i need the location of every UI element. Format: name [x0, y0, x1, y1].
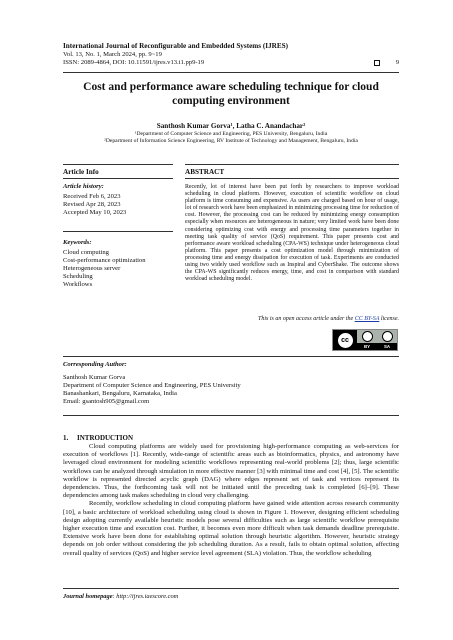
affiliation-2: ²Department of Information Science Engineering, RV Institute of Technology and Management, Bengaluru, India: [104, 138, 358, 144]
journal-name: International Journal of Reconfigurable and Embedded Systems (IJRES): [63, 42, 289, 50]
corresponding-top-rule: [63, 356, 399, 357]
abstract-text: Recently, lot of interest have been put forth by researchers to improve workload scheduling in cloud platform. However, execution of scientific workflow on cloud platform is time consuming and expensive. As users are charged based on hour of usage, lot of research work have been emphasized in minimizing processing time for reduction of cost. However, the processing cost can be reduced by minimizing energy consumption especially when resources are heterogeneous in nature; very limited work have been done considering optimizing cost with energy and processing time parameters together in meeting task quality of service (QoS) requirement. This paper presents cost and performance aware workload scheduling (CPA-WS) technique under heterogeneous cloud platform. This paper presents a cost optimization model through minimization of processing time and energy dissipation for execution of task. Experiments are conducted using two widely used workflow such as Inspiral and CyberShake. The outcome shows the CPA-WS significantly reduces energy, time, and cost in comparison with standard workload scheduling model.: [185, 184, 399, 283]
issn-right-group: [374, 59, 399, 67]
section-heading: 1. INTRODUCTION: [63, 434, 134, 442]
corresponding-email: Email: gsantosh905@gmail.com: [63, 398, 150, 405]
journal-issn-row: [63, 59, 399, 67]
paper-authors: Santhosh Kumar Gorva¹, Latha C. Anandachar²: [156, 122, 306, 130]
cc-logo-area: [333, 330, 357, 350]
square-icon: [374, 60, 380, 66]
corresponding-details: [63, 374, 399, 406]
keyword-item: Cost-performance optimization: [63, 257, 146, 264]
cc-sa-label: SA: [383, 344, 391, 349]
cc-by-icon: [362, 331, 373, 342]
cc-logo-icon: cc: [337, 332, 354, 349]
footer-rule: [63, 588, 399, 589]
license-line: [185, 316, 399, 322]
footer-url[interactable]: : http://ijres.iaescore.com: [112, 593, 179, 600]
cc-terms-icons: [357, 330, 397, 343]
intro-paragraph-2: Recently, workflow scheduling in cloud computing platform have gained wide attention across research community [10], a basic architecture of workload scheduling using cloud is shown in Figure 1. However, designing efficient scheduling design adopting currently available heuristic models pose several difficulties such as large scientific workflow prerequisite higher execution time and execution cost. Further, it becomes even more difficult when task demands deadline prerequisite. Extensive work have been done for establishing optimal solution through heuristic algorithm. However, heuristic strategy depends on job order without considering the job scheduling duration. As a result, fails to obtain optimal solution, affecting overall quality of services (QoS) and higher service level agreement (SLA) violation. Thus, the workflow scheduling: [63, 500, 399, 557]
license-suffix: license.: [379, 316, 399, 322]
journal-volume: Vol. 13, No. 1, March 2024, pp. 9~19: [63, 51, 162, 58]
keyword-item: Scheduling: [63, 273, 93, 280]
accepted-date: Accepted May 10, 2023: [63, 209, 127, 216]
page-number: 9: [395, 59, 399, 66]
history-rule: [63, 231, 173, 232]
intro-body: [63, 443, 399, 558]
article-history: [63, 183, 173, 217]
cc-sa-icon: [382, 331, 393, 342]
header-rule: [63, 72, 399, 73]
corresponding-name: Santhosh Kumar Gorva: [63, 374, 126, 381]
keyword-item: Workflows: [63, 281, 93, 288]
license-prefix: This is an open access article under the: [258, 316, 355, 322]
corresponding-bottom-rule: [63, 415, 399, 416]
journal-footer: [63, 593, 178, 600]
intro-paragraph-1: Cloud computing platforms are widely used for provisioning high-performance computing as web-services for execution of workflows [1]. Recently, wide-range of scientific areas such as bioinformatics, physics, and astronomy have leveraged cloud environment for modeling scientific workflows representing real-world problems [2]; thus, large scientific workflows can be analyzed through simulation in more effective manner [3] with minimal time and cost [4], [5]. The scientific workflow is represented directed acyclic graph (DAG) where edges represent set of task and vertices represent its dependencies. Thus, the forthcoming task will not be initiated until the preceding task is completed [6]–[9]. These dependencies among task makes scheduling in cloud very challenging.: [63, 443, 399, 500]
affiliation-1: ¹Department of Computer Science and Engineering, PES University, Bengaluru, India: [134, 131, 328, 137]
keywords-label: Keywords:: [63, 239, 92, 246]
footer-label: Journal homepage: [63, 593, 113, 600]
cc-terms-labels: [357, 343, 397, 350]
abstract-top-rule: [185, 164, 399, 165]
journal-issn: ISSN: 2089-4864, DOI: 10.11591/ijres.v13.i1.pp9-19: [63, 59, 205, 66]
keyword-item: Cloud computing: [63, 249, 109, 256]
received-date: Received Feb 6, 2023: [63, 193, 121, 200]
article-info-top-rule: [63, 164, 173, 165]
revised-date: Revised Apr 28, 2023: [63, 201, 121, 208]
paper-title: Cost and performance aware scheduling technique for cloud computing environment: [83, 81, 379, 107]
license-link[interactable]: CC BY-SA: [354, 316, 380, 322]
journal-header: [63, 42, 399, 67]
cc-terms-area: [357, 330, 397, 350]
keyword-item: Heterogeneous server: [63, 265, 121, 272]
history-label: Article history:: [63, 183, 104, 190]
article-info-mid-rule: [63, 178, 173, 179]
keywords-block: [63, 239, 173, 289]
corresponding-header: Corresponding Author:: [63, 361, 127, 368]
corresponding-address: Banashankari, Bengaluru, Karnataka, India: [63, 390, 177, 397]
abstract-header: ABSTRACT: [185, 168, 225, 176]
abstract-mid-rule: [185, 178, 399, 179]
cc-license-icon[interactable]: [332, 329, 398, 351]
article-info-header: Article Info: [63, 168, 99, 176]
corresponding-dept: Department of Computer Science and Engineering, PES University: [63, 382, 241, 389]
cc-by-label: BY: [363, 344, 371, 349]
